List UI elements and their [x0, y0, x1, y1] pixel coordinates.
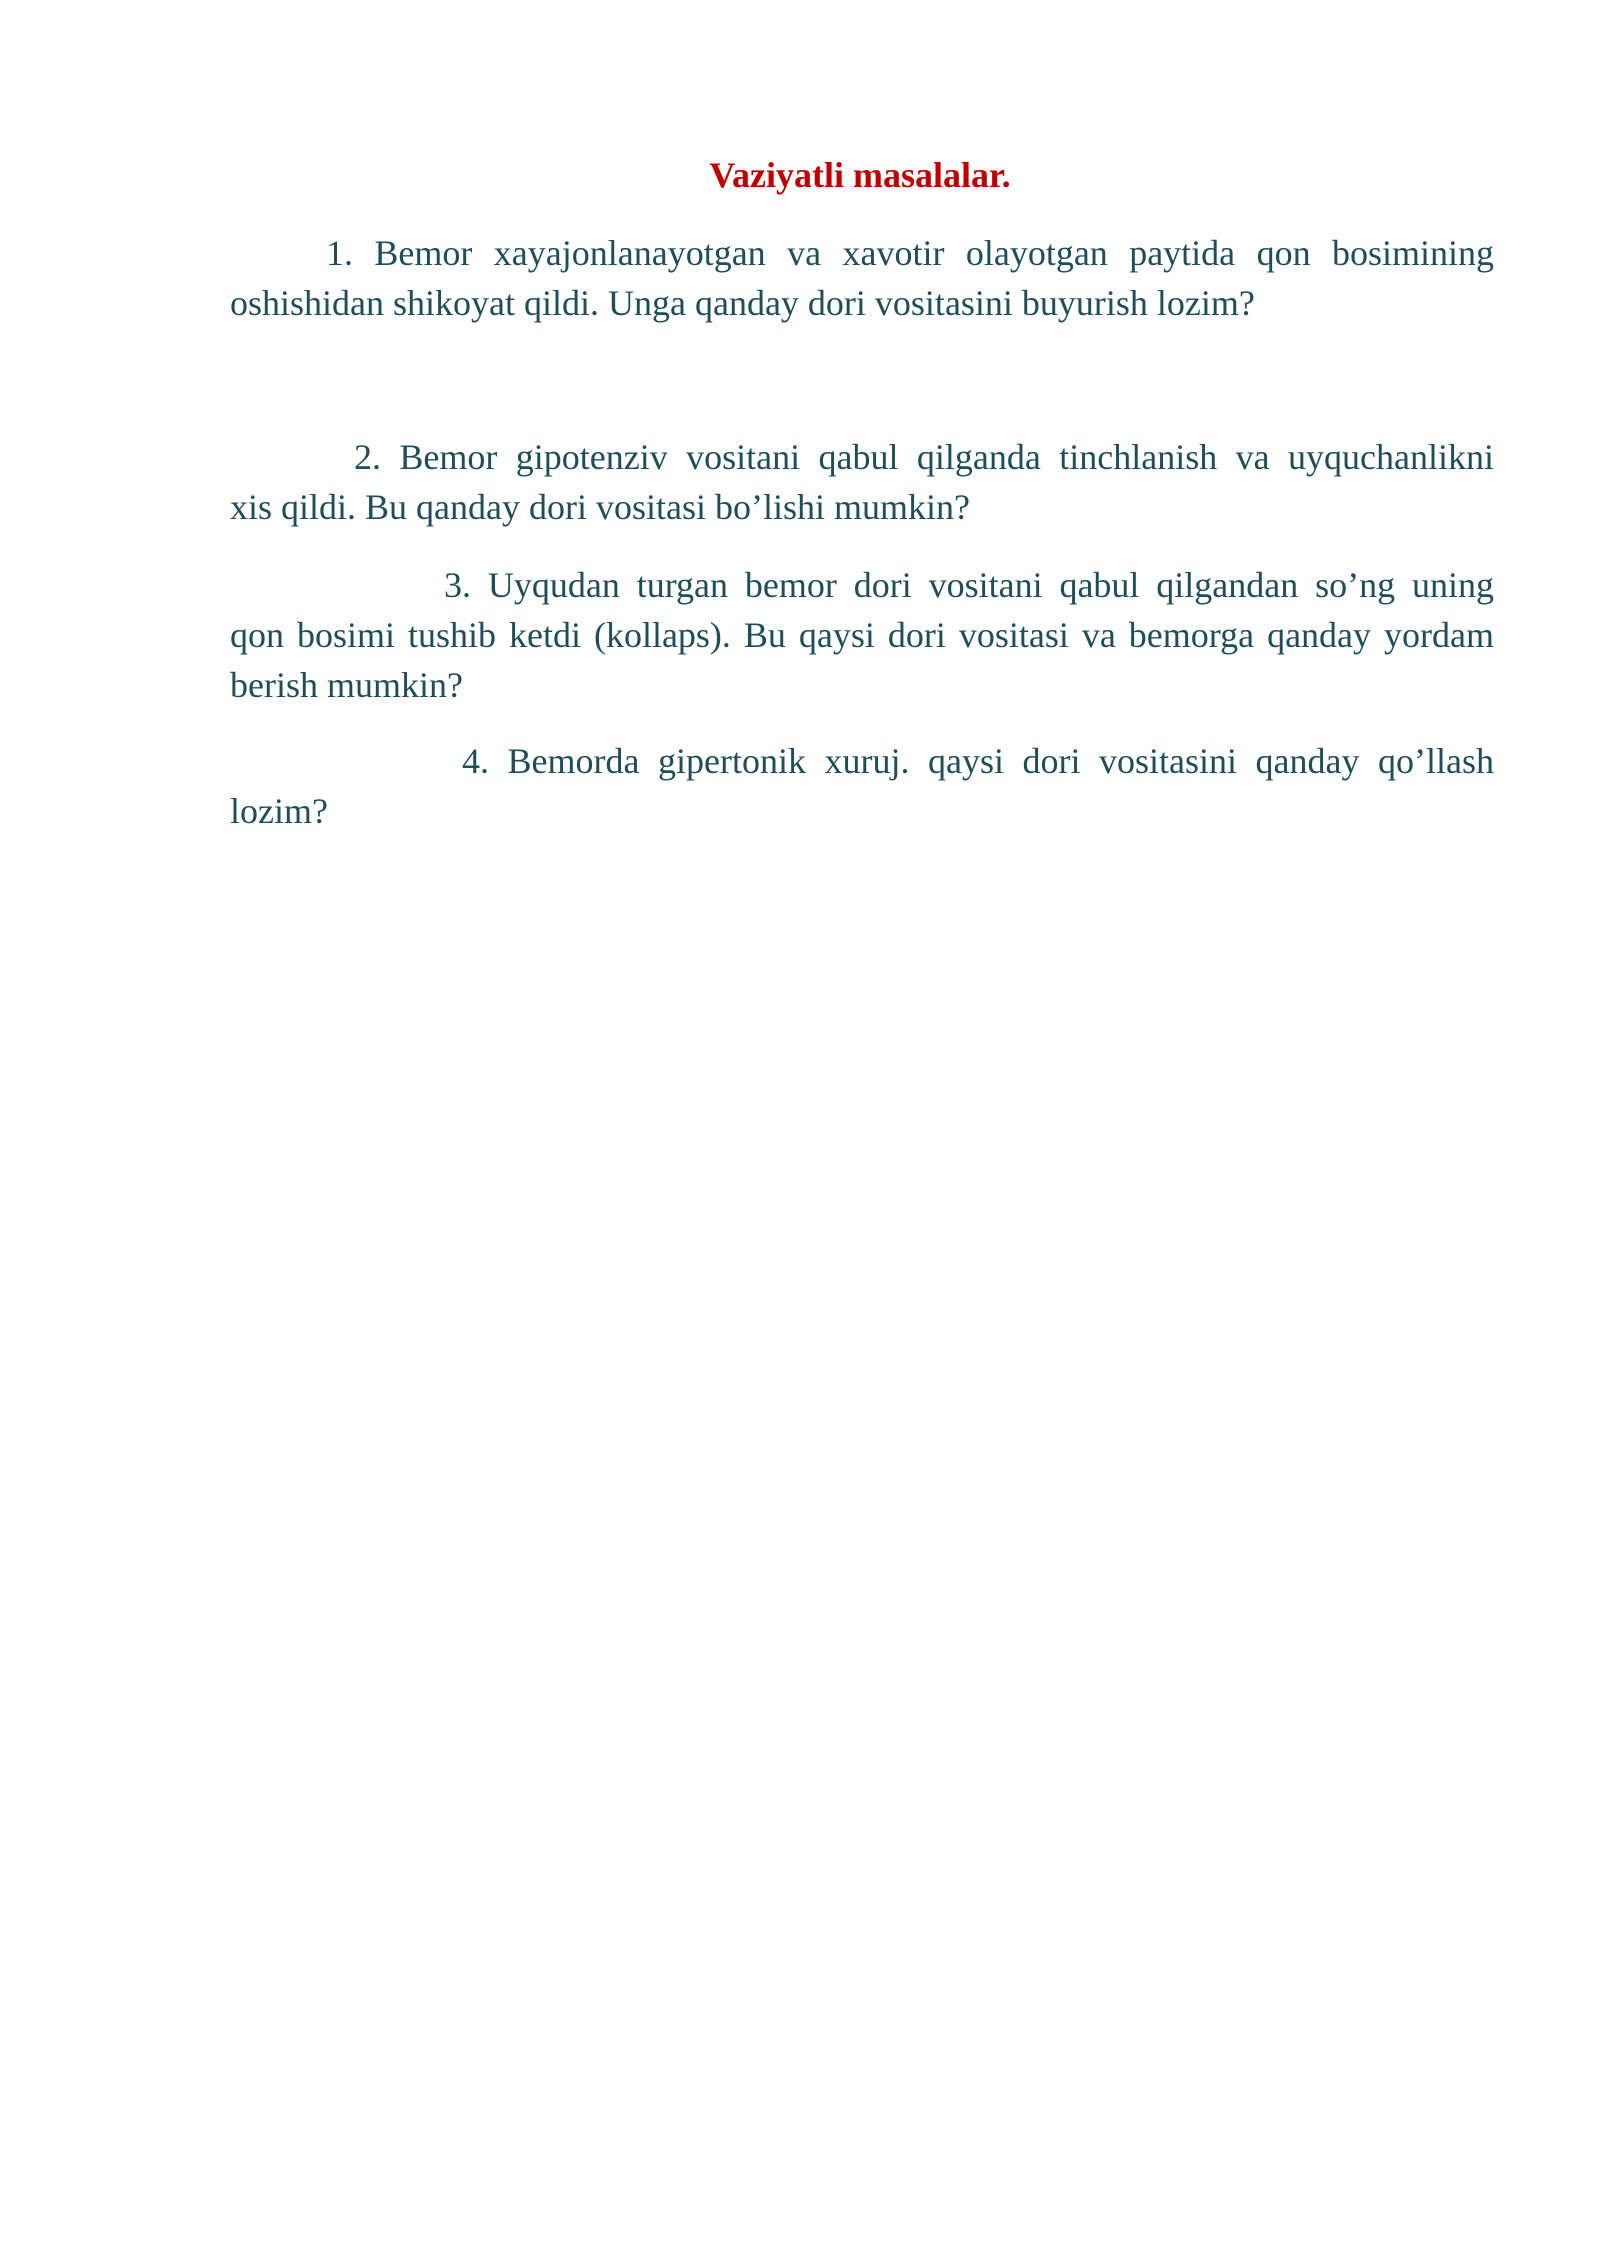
- task-1-continuation: oshishidan shikoyat qildi. Unga qanday dori vositasini buyurish lozim?: [230, 283, 1255, 323]
- page-title: Vaziyatli masalalar.: [709, 155, 1011, 195]
- task-item-2: [230, 432, 1494, 532]
- task-3-line-2: qon bosimi tushib ketdi (kollaps). Bu qaysi dori vositasi va bemorga qanday yordam: [230, 615, 1494, 655]
- task-item-1: [230, 228, 1494, 328]
- task-2-continuation: xis qildi. Bu qanday dori vositasi bo’lishi mumkin?: [230, 487, 970, 527]
- task-3-continuation: berish mumkin?: [230, 665, 463, 705]
- task-4-continuation: lozim?: [230, 791, 328, 831]
- task-2-line-1: 2. Bemor gipotenziv vositani qabul qilganda tinchlanish va uyquchanlikni: [354, 437, 1494, 477]
- task-item-3: [230, 560, 1494, 710]
- task-3-line-1: 3. Uyqudan turgan bemor dori vositani qabul qilgandan so’ng uning: [444, 565, 1494, 605]
- task-item-4: [230, 736, 1494, 836]
- task-1-line-1: 1. Bemor xayajonlanayotgan va xavotir olayotgan paytida qon bosimining: [326, 233, 1494, 273]
- task-4-line-1: 4. Bemorda gipertonik xuruj. qaysi dori vositasini qanday qo’llash: [462, 741, 1494, 781]
